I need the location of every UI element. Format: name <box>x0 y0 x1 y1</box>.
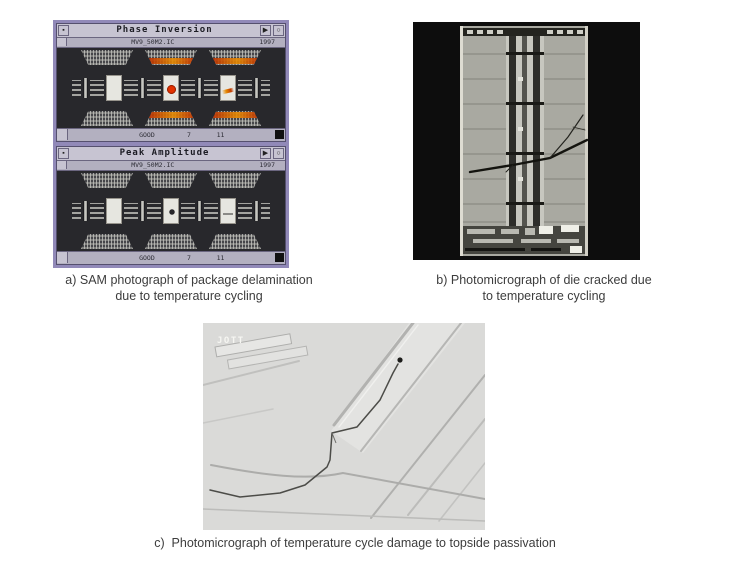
sample-filename: MV9_50M2.IC <box>131 38 175 46</box>
window-circle-icon[interactable]: ○ <box>273 25 284 36</box>
die-paddle-row <box>72 198 270 224</box>
status-value-2: 11 <box>216 131 225 139</box>
caption-b <box>396 272 692 304</box>
status-quality: GOOD <box>139 131 155 139</box>
caption-a <box>24 272 354 304</box>
status-bar <box>57 128 285 141</box>
resize-corner-icon[interactable] <box>275 253 284 262</box>
delamination-highlight <box>147 112 195 118</box>
scan-image-area <box>57 48 285 128</box>
resize-corner-icon[interactable] <box>275 130 284 139</box>
lead-row-top <box>81 173 261 188</box>
die-paddle-defect-red <box>163 75 179 101</box>
infobar-button[interactable] <box>57 38 67 46</box>
window-title: Phase Inversion <box>116 25 213 35</box>
status-quality: GOOD <box>139 254 155 262</box>
scan-image-area <box>57 171 285 251</box>
die-paddle-defect-spot <box>163 198 179 224</box>
delamination-highlight <box>211 112 259 118</box>
window-peak-amplitude <box>56 146 286 265</box>
window-arrow-icon[interactable]: ▶ <box>260 148 271 159</box>
delamination-highlight <box>147 58 195 64</box>
status-value-2: 11 <box>216 254 225 262</box>
sample-filename: MV9_50M2.IC <box>131 161 175 169</box>
die-paddle-defect-line <box>220 198 236 224</box>
caption-c: c) Photomicrograph of temperature cycle damage to topside passivation <box>154 536 556 550</box>
window-circle-icon[interactable]: ○ <box>273 148 284 159</box>
scan-code: 1997 <box>259 38 275 46</box>
die-paddle-row <box>72 75 270 101</box>
window-menu-icon[interactable]: ▪ <box>58 148 69 159</box>
caption-a-line2: due to temperature cycling <box>115 289 263 303</box>
titlebar[interactable] <box>57 24 285 38</box>
die-paddle-defect-orange <box>220 75 236 101</box>
scan-code: 1997 <box>259 161 275 169</box>
die-paddle <box>106 75 122 101</box>
window-phase-inversion <box>56 23 286 142</box>
status-value-1: 7 <box>186 254 191 262</box>
window-menu-icon[interactable]: ▪ <box>58 25 69 36</box>
info-bar <box>57 161 285 171</box>
caption-b-line2: to temperature cycling <box>482 289 606 303</box>
status-bar <box>57 251 285 264</box>
titlebar[interactable] <box>57 147 285 161</box>
die-crack-photo <box>413 22 640 260</box>
passivation-damage-photo <box>203 323 485 530</box>
lead-row-top <box>81 50 261 65</box>
window-arrow-icon[interactable]: ▶ <box>260 25 271 36</box>
infobar-button[interactable] <box>57 161 67 169</box>
caption-b-line1: b) Photomicrograph of die cracked due <box>436 273 652 287</box>
info-bar <box>57 38 285 48</box>
statusbar-button[interactable] <box>57 252 68 263</box>
delamination-highlight <box>211 58 259 64</box>
statusbar-button[interactable] <box>57 129 68 140</box>
sam-screenshot <box>53 20 289 268</box>
caption-a-line1: a) SAM photograph of package delamination <box>65 273 313 287</box>
die-paddle <box>106 198 122 224</box>
lead-row-bottom <box>81 111 261 126</box>
lead-row-bottom <box>81 234 261 249</box>
void-dot <box>397 357 402 362</box>
photo-stamp-label: JOTT <box>217 336 245 346</box>
window-title: Peak Amplitude <box>119 148 210 158</box>
status-value-1: 7 <box>186 131 191 139</box>
